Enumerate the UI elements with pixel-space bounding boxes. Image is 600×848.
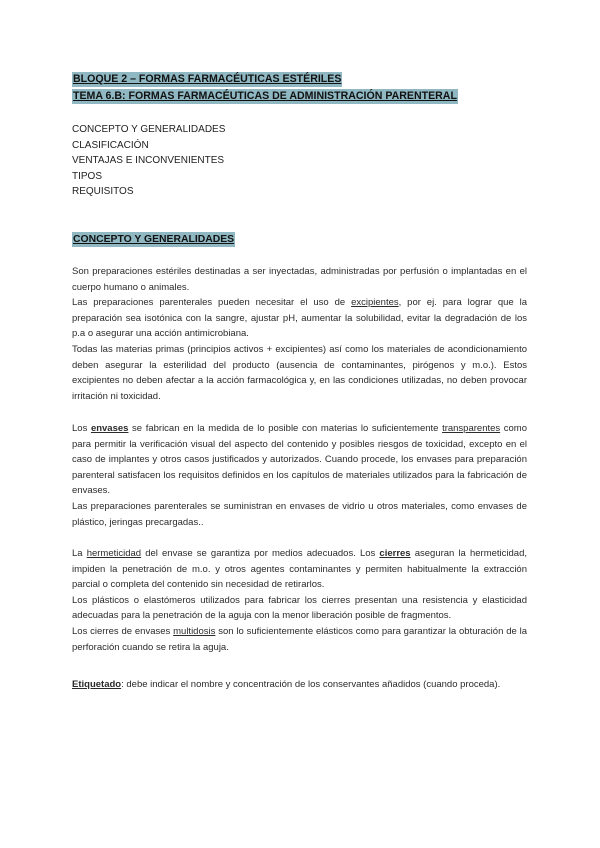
toc-item: CLASIFICACIÓN [72, 139, 149, 151]
term-cierres: cierres [379, 548, 411, 559]
paragraph-cierres [72, 546, 527, 655]
term-envases: envases [90, 423, 129, 434]
term-multidosis: multidosis [173, 625, 216, 637]
paragraph-line: Todas las materias primas (principios activos + excipientes) así como los materiales de acondicionamiento deben asegurar la esterilidad del producto (ausencia de contaminantes, pirógenos y m.o.). Estos excipientes no deben afectar a la acción farmacológica y, en las condiciones utilizadas, no deben provocar irritación ni toxicidad. [72, 343, 527, 402]
term-etiquetado: Etiquetado [72, 679, 122, 690]
paragraph-line: La hermeticidad del envase se garantiza por medios adecuados. Los cierres aseguran la hermeticidad, impiden la penetración de m.o. y otros agentes contaminantes y permiten habitualmente la extracción parcial o completa del contenido sin necesidad de retirarlos. [72, 548, 527, 591]
paragraph-intro [72, 264, 527, 404]
topic-title: TEMA 6.B: FORMAS FARMACÉUTICAS DE ADMINISTRACIÓN PARENTERAL [73, 90, 457, 102]
paragraph-line: Las preparaciones parenterales se suministran en envases de vidrio u otros materiales, como envases de plástico, jeringas precargadas.. [72, 500, 527, 528]
section-title: CONCEPTO Y GENERALIDADES [73, 234, 235, 245]
paragraph-line: Los cierres de envases multidosis son lo suficientemente elásticos como para garantizar la obturación de la perforación cuando se retira la aguja. [72, 625, 527, 653]
toc-item: VENTAJAS E INCONVENIENTES [72, 155, 225, 166]
toc-item: REQUISITOS [72, 186, 134, 197]
paragraph-line: Los plásticos o elastómeros utilizados para fabricar los cierres presentan una resistencia y elasticidad adecuadas para la penetración de la aguja con la menor liberación posible de fragmentos. [72, 594, 527, 622]
term-hermeticidad: hermeticidad [86, 548, 142, 559]
term-transparentes: transparentes [442, 423, 501, 434]
paragraph-envases [72, 421, 527, 530]
toc-item: TIPOS [72, 170, 103, 182]
block-title: BLOQUE 2 – FORMAS FARMACÉUTICAS ESTÉRILES [73, 73, 342, 85]
table-of-contents [72, 122, 225, 200]
paragraph-line: Son preparaciones estériles destinadas a ser inyectadas, administradas por perfusión o implantadas en el cuerpo humano o animales. [72, 266, 527, 293]
paragraph-line: Los envases se fabrican en la medida de lo posible con materias lo suficientemente transparentes como para permitir la verificación visual del aspecto del contenido y posibles riesgos de toxicidad, excepto en el caso de implantes y otros casos justificados y autorizados. Cuando procede, los envases para preparación parenteral satisfacen los requisitos definidos en los capítulos de materiales utilizados para la fabricación de envases. [72, 423, 527, 497]
toc-item: CONCEPTO Y GENERALIDADES [72, 124, 226, 135]
paragraph-line: Etiquetado: debe indicar el nombre y concentración de los conservantes añadidos (cuando proceda). [72, 679, 501, 690]
paragraph-line: Las preparaciones parenterales pueden necesitar el uso de excipientes, por ej. para lograr que la preparación sea isotónica con la sangre, ajustar pH, aumentar la solubilidad, evitar la degradación de los p.a o asegurar una acción antimicrobiana. [72, 297, 527, 340]
paragraph-etiquetado [72, 677, 527, 693]
term-excipientes: excipientes [351, 297, 399, 309]
